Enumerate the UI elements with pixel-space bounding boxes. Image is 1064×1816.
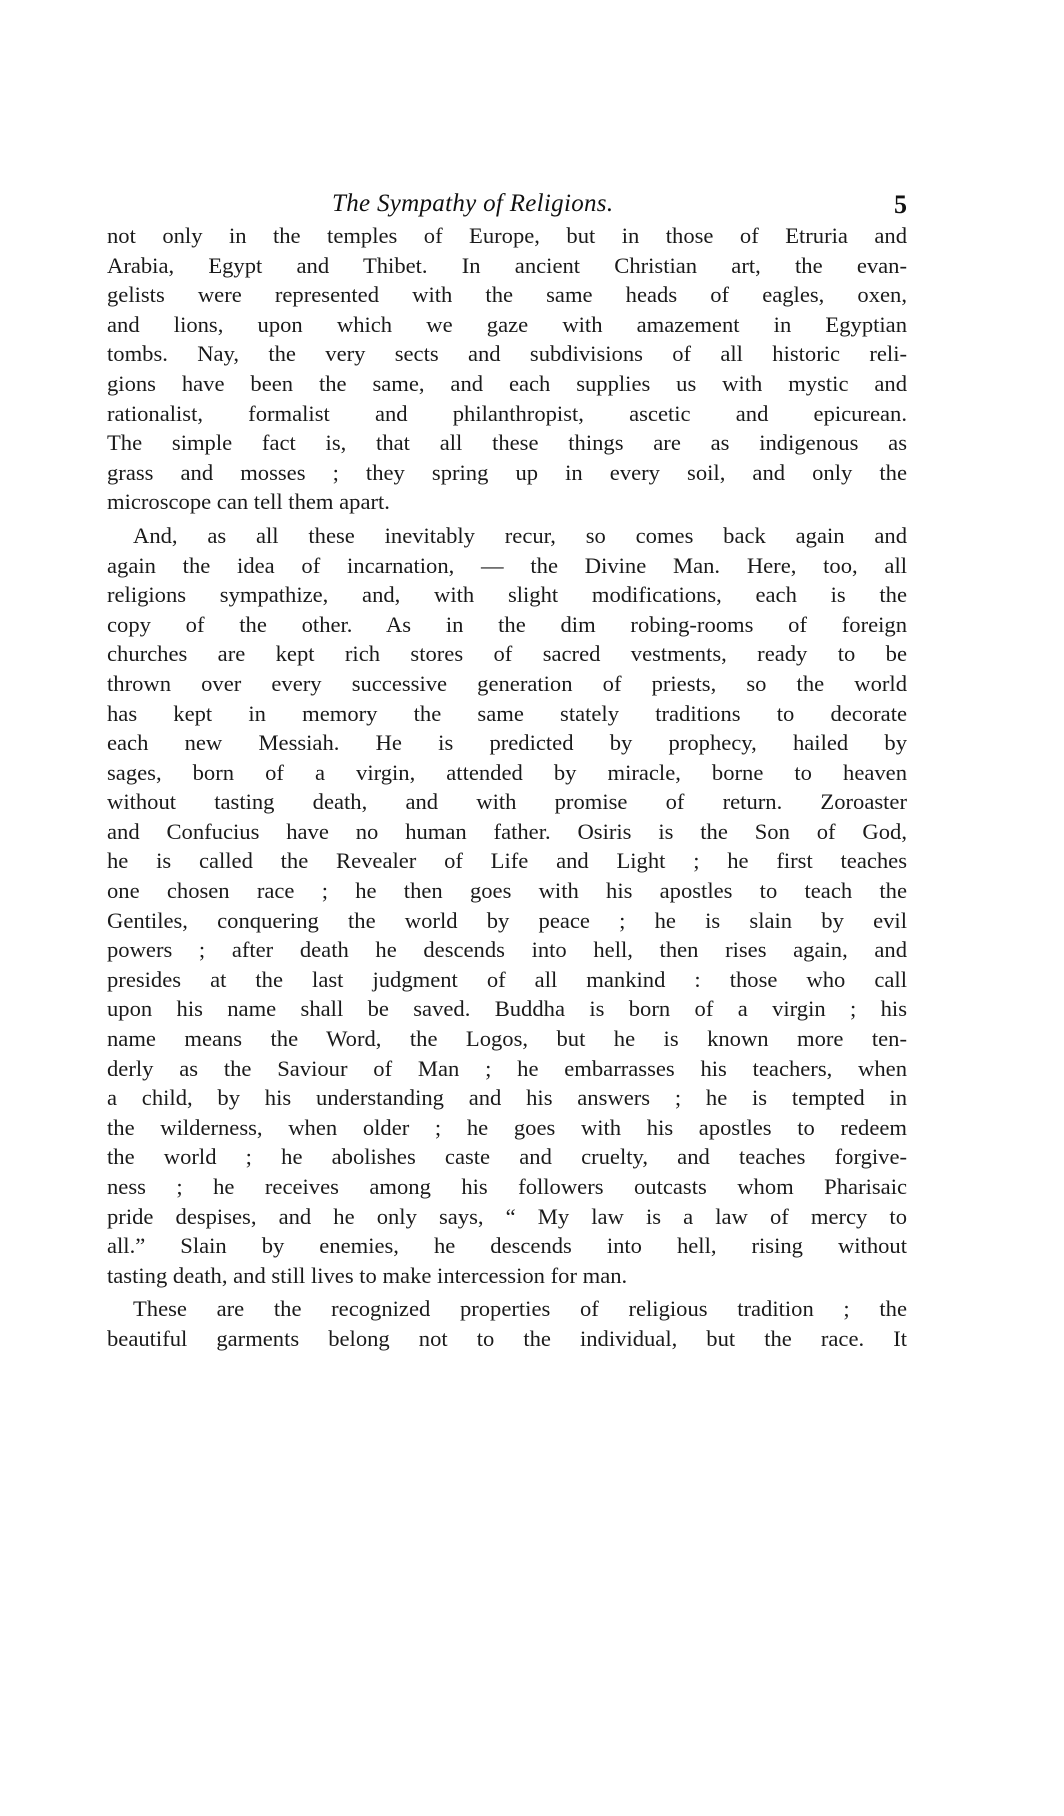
text-line: ness ; he receives among his followers outcasts whom Pharisaic bbox=[107, 1174, 907, 1199]
text-line: has kept in memory the same stately traditions to decorate bbox=[107, 700, 907, 726]
text-line: all.” Slain by enemies, he descends into hell, rising without bbox=[107, 1233, 907, 1259]
text-line: and Confucius have no human father. Osiris is the Son of God, bbox=[107, 818, 907, 844]
text-line: each new Messiah. He is predicted by prophecy, hailed by bbox=[107, 730, 907, 756]
text-line: The simple fact is, that all these things are as indigenous as bbox=[107, 430, 907, 456]
text-line: tombs. Nay, the very sects and subdivisions of all historic reli- bbox=[107, 341, 907, 367]
text-line: presides at the last judgment of all mankind : those who call bbox=[107, 966, 907, 992]
text-line: not only in the temples of Europe, but in those of Etruria and bbox=[107, 223, 907, 248]
text-line: grass and mosses ; they spring up in every soil, and only the bbox=[107, 459, 907, 485]
text-line: These are the recognized properties of religious tradition ; the bbox=[133, 1296, 907, 1322]
page-number: 5 bbox=[894, 190, 907, 219]
body-text bbox=[107, 221, 907, 1354]
text-line: churches are kept rich stores of sacred vestments, ready to be bbox=[107, 641, 907, 667]
paragraph bbox=[107, 1294, 907, 1353]
text-line: sages, born of a virgin, attended by miracle, borne to heaven bbox=[107, 759, 907, 785]
text-line: derly as the Saviour of Man ; he embarrasses his teachers, when bbox=[107, 1055, 907, 1081]
running-head bbox=[107, 190, 907, 222]
text-line: And, as all these inevitably recur, so comes back again and bbox=[133, 522, 907, 548]
text-line: without tasting death, and with promise of return. Zoroaster bbox=[107, 789, 907, 815]
text-line: again the idea of incarnation, — the Divine Man. Here, too, all bbox=[107, 552, 907, 578]
text-line: one chosen race ; he then goes with his apostles to teach the bbox=[107, 878, 907, 904]
text-line: Gentiles, conquering the world by peace ; he is slain by evil bbox=[107, 907, 907, 933]
text-line: microscope can tell them apart. bbox=[107, 489, 390, 515]
text-line: rationalist, formalist and philanthropist, ascetic and epicurean. bbox=[107, 400, 907, 426]
text-line: and lions, upon which we gaze with amazement in Egyptian bbox=[107, 311, 907, 337]
paragraph bbox=[107, 521, 907, 1290]
text-line: thrown over every successive generation of priests, so the world bbox=[107, 670, 907, 696]
text-line: the world ; he abolishes caste and cruelty, and teaches forgive- bbox=[107, 1144, 907, 1170]
text-line: gions have been the same, and each supplies us with mystic and bbox=[107, 370, 907, 396]
text-line: Arabia, Egypt and Thibet. In ancient Christian art, the evan- bbox=[107, 252, 907, 278]
text-line: name means the Word, the Logos, but he is known more ten- bbox=[107, 1026, 907, 1052]
text-line: a child, by his understanding and his answers ; he is tempted in bbox=[107, 1085, 907, 1111]
text-line: he is called the Revealer of Life and Light ; he first teaches bbox=[107, 848, 907, 874]
text-line: the wilderness, when older ; he goes with his apostles to redeem bbox=[107, 1114, 907, 1140]
text-line: copy of the other. As in the dim robing-rooms of foreign bbox=[107, 611, 907, 637]
text-line: gelists were represented with the same heads of eagles, oxen, bbox=[107, 282, 907, 308]
text-line: pride despises, and he only says, “ My law is a law of mercy to bbox=[107, 1203, 907, 1229]
text-line: religions sympathize, and, with slight modifications, each is the bbox=[107, 582, 907, 608]
running-title: The Sympathy of Religions. bbox=[332, 190, 614, 217]
text-line: beautiful garments belong not to the individual, but the race. It bbox=[107, 1325, 907, 1351]
text-line: tasting death, and still lives to make intercession for man. bbox=[107, 1262, 628, 1288]
text-line: powers ; after death he descends into hell, then rises again, and bbox=[107, 937, 907, 963]
paragraph bbox=[107, 221, 907, 517]
text-line: upon his name shall be saved. Buddha is born of a virgin ; his bbox=[107, 996, 907, 1022]
